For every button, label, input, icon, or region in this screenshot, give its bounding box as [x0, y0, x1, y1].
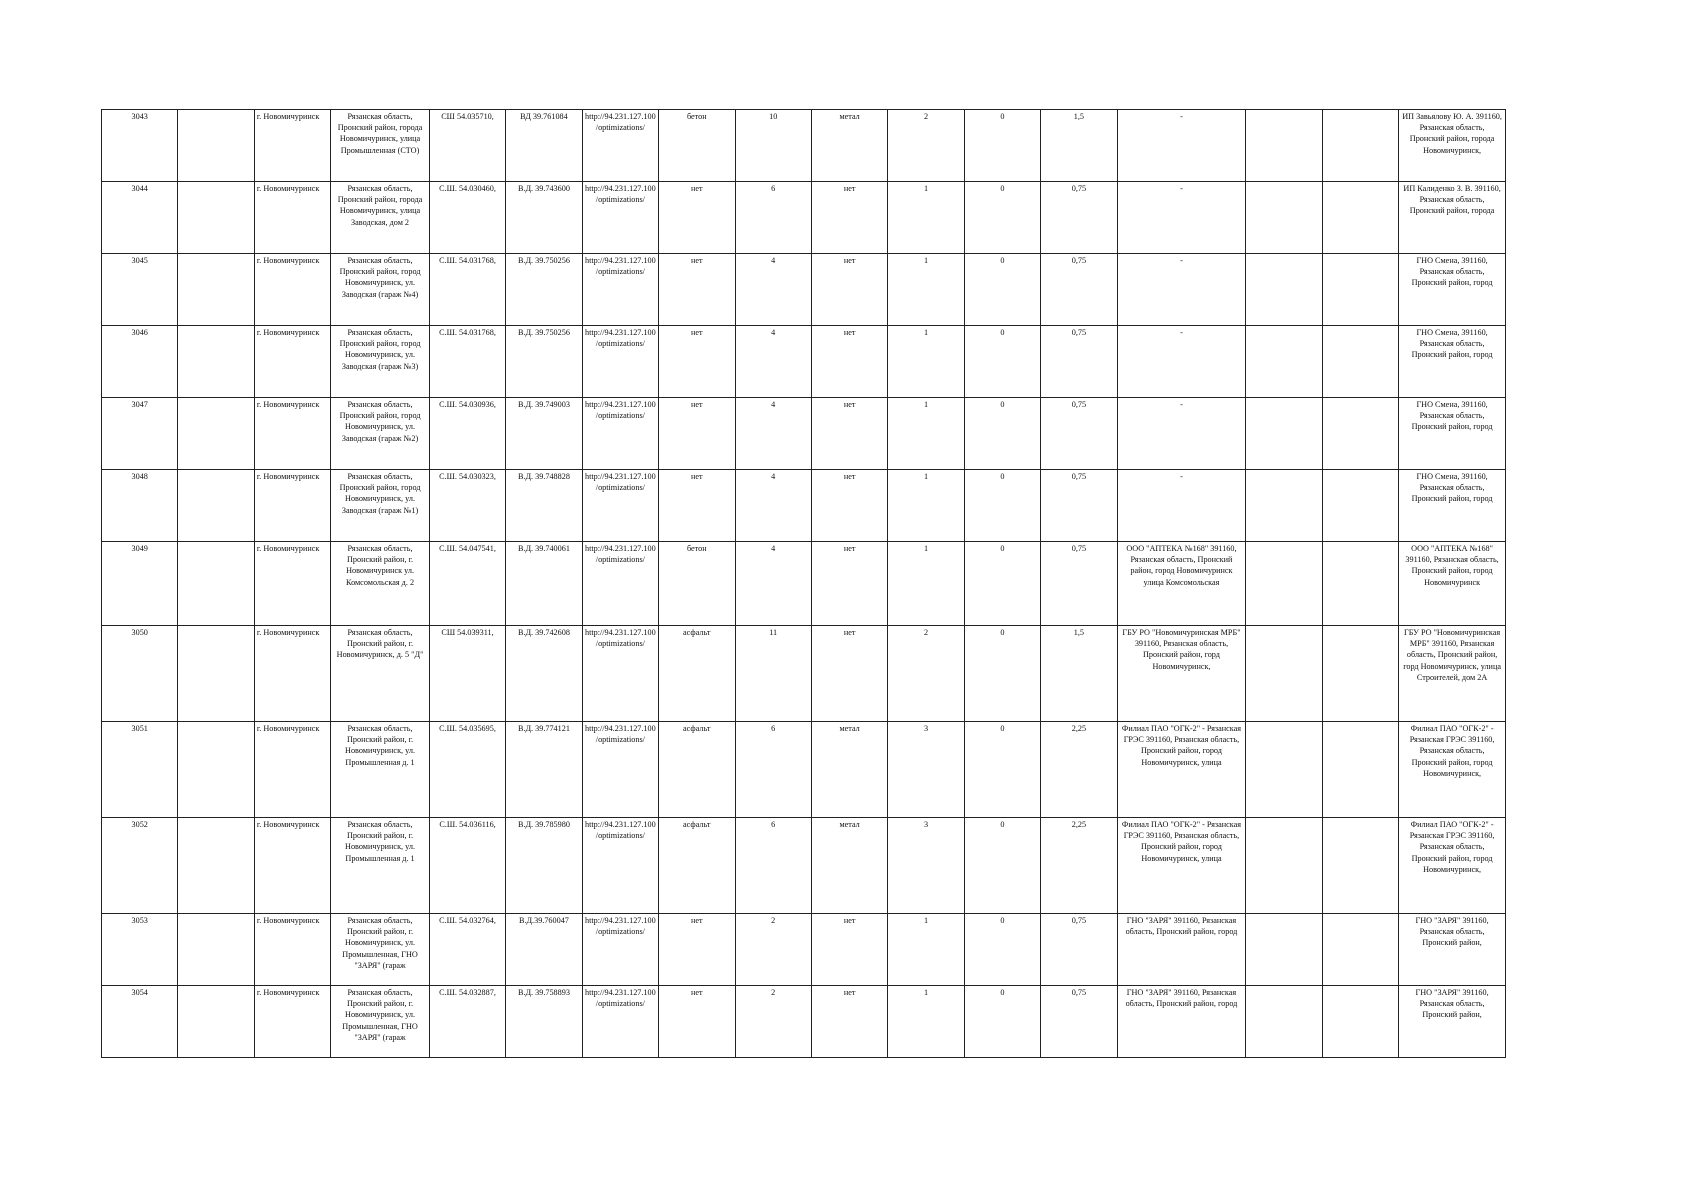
empty-cell [1322, 542, 1398, 626]
empty-cell [178, 914, 254, 986]
table-row [102, 398, 1506, 470]
owner-cell: ГНО Смена, 391160, Рязанская область, Пронский район, город [1399, 254, 1506, 326]
city-cell: г. Новомичуринск [254, 470, 330, 542]
table-row [102, 986, 1506, 1058]
empty-cell [178, 722, 254, 818]
volume-zero-cell: 0 [964, 722, 1040, 818]
empty-cell [1322, 470, 1398, 542]
surface-cell: нет [659, 326, 735, 398]
map-link[interactable]: http://94.231.127.100/optimizations/ [582, 398, 658, 470]
row-number: 3048 [102, 470, 178, 542]
row-number: 3053 [102, 914, 178, 986]
owner-cell: ГНО Смена, 391160, Рязанская область, Пронский район, город [1399, 326, 1506, 398]
empty-cell [1322, 818, 1398, 914]
city-cell: г. Новомичуринск [254, 986, 330, 1058]
latitude-cell: СШ 54.039311, [429, 626, 505, 722]
map-link[interactable]: http://94.231.127.100/optimizations/ [582, 914, 658, 986]
surface-cell: нет [659, 470, 735, 542]
surface-cell: нет [659, 254, 735, 326]
owner-cell: ГБУ РО "Новомичуринская МРБ" 391160, Рязанская область, Пронский район, горд Новомичуринск, улица Строителей, дом 2А [1399, 626, 1506, 722]
map-link[interactable]: http://94.231.127.100/optimizations/ [582, 542, 658, 626]
volume-cell: 1,5 [1041, 110, 1117, 182]
empty-cell [1246, 398, 1322, 470]
area-cell: 4 [735, 254, 811, 326]
table-row [102, 110, 1506, 182]
volume-zero-cell: 0 [964, 110, 1040, 182]
area-cell: 4 [735, 542, 811, 626]
row-number: 3049 [102, 542, 178, 626]
row-number: 3045 [102, 254, 178, 326]
latitude-cell: С.Ш. 54.036116, [429, 818, 505, 914]
owner-cell: ИП Калиденко З. В. 391160, Рязанская область, Пронский район, города [1399, 182, 1506, 254]
empty-cell [1246, 914, 1322, 986]
volume-cell: 0,75 [1041, 326, 1117, 398]
surface-cell: нет [659, 398, 735, 470]
latitude-cell: С.Ш. 54.032887, [429, 986, 505, 1058]
longitude-cell: ВД 39.761084 [506, 110, 582, 182]
volume-zero-cell: 0 [964, 542, 1040, 626]
volume-cell: 2,25 [1041, 722, 1117, 818]
address-cell: Рязанская область, Пронский район, г. Новомичуринск, ул. Промышленная, ГНО "ЗАРЯ" (гараж [331, 914, 430, 986]
source-cell: Филиал ПАО "ОГК-2" - Рязанская ГРЭС 391160, Рязанская область, Пронский район, город Новомичуринск, улица [1117, 818, 1246, 914]
city-cell: г. Новомичуринск [254, 110, 330, 182]
longitude-cell: В.Д. 39.748828 [506, 470, 582, 542]
area-cell: 11 [735, 626, 811, 722]
latitude-cell: С.Ш. 54.030460, [429, 182, 505, 254]
table-row [102, 542, 1506, 626]
empty-cell [1246, 986, 1322, 1058]
table-row [102, 326, 1506, 398]
volume-cell: 0,75 [1041, 470, 1117, 542]
container-count-cell: 1 [888, 914, 964, 986]
empty-cell [1322, 110, 1398, 182]
surface-cell: асфальт [659, 818, 735, 914]
volume-cell: 2,25 [1041, 818, 1117, 914]
volume-zero-cell: 0 [964, 818, 1040, 914]
row-number: 3052 [102, 818, 178, 914]
fence-cell: нет [811, 182, 887, 254]
row-number: 3043 [102, 110, 178, 182]
fence-cell: нет [811, 254, 887, 326]
source-cell: - [1117, 398, 1246, 470]
longitude-cell: В.Д. 39.774121 [506, 722, 582, 818]
fence-cell: нет [811, 626, 887, 722]
address-cell: Рязанская область, Пронский район, города Новомичуринск, улица Заводская, дом 2 [331, 182, 430, 254]
fence-cell: нет [811, 326, 887, 398]
row-number: 3054 [102, 986, 178, 1058]
row-number: 3051 [102, 722, 178, 818]
fence-cell: нет [811, 542, 887, 626]
container-count-cell: 1 [888, 182, 964, 254]
map-link[interactable]: http://94.231.127.100/optimizations/ [582, 326, 658, 398]
source-cell: - [1117, 326, 1246, 398]
table-row [102, 182, 1506, 254]
city-cell: г. Новомичуринск [254, 722, 330, 818]
empty-cell [1246, 470, 1322, 542]
empty-cell [178, 986, 254, 1058]
empty-cell [178, 110, 254, 182]
table-row [102, 722, 1506, 818]
map-link[interactable]: http://94.231.127.100/optimizations/ [582, 818, 658, 914]
address-cell: Рязанская область, Пронский район, город Новомичуринск, ул. Заводская (гараж №1) [331, 470, 430, 542]
longitude-cell: В.Д. 39.750256 [506, 326, 582, 398]
container-count-cell: 1 [888, 326, 964, 398]
empty-cell [178, 470, 254, 542]
area-cell: 2 [735, 914, 811, 986]
container-count-cell: 3 [888, 818, 964, 914]
fence-cell: метал [811, 722, 887, 818]
city-cell: г. Новомичуринск [254, 818, 330, 914]
volume-zero-cell: 0 [964, 398, 1040, 470]
address-cell: Рязанская область, Пронский район, города Новомичуринск, улица Промышленная (СТО) [331, 110, 430, 182]
container-count-cell: 1 [888, 986, 964, 1058]
surface-cell: бетон [659, 542, 735, 626]
surface-cell: асфальт [659, 626, 735, 722]
volume-cell: 0,75 [1041, 542, 1117, 626]
fence-cell: метал [811, 818, 887, 914]
surface-cell: нет [659, 182, 735, 254]
empty-cell [1246, 182, 1322, 254]
map-link[interactable]: http://94.231.127.100/optimizations/ [582, 182, 658, 254]
owner-cell: Филиал ПАО "ОГК-2" - Рязанская ГРЭС 391160, Рязанская область, Пронский район, город Новомичуринск, [1399, 818, 1506, 914]
owner-cell: ГНО "ЗАРЯ" 391160, Рязанская область, Пронский район, [1399, 986, 1506, 1058]
empty-cell [178, 254, 254, 326]
source-cell: ГНО "ЗАРЯ" 391160, Рязанская область, Пронский район, город [1117, 914, 1246, 986]
table-row [102, 914, 1506, 986]
address-cell: Рязанская область, Пронский район, г. Новомичуринск, ул. Промышленная д. 1 [331, 722, 430, 818]
address-cell: Рязанская область, Пронский район, г. Новомичуринск ул. Комсомольская д. 2 [331, 542, 430, 626]
empty-cell [178, 818, 254, 914]
latitude-cell: СШ 54.035710, [429, 110, 505, 182]
address-cell: Рязанская область, Пронский район, г. Новомичуринск, д. 5 "Д" [331, 626, 430, 722]
city-cell: г. Новомичуринск [254, 254, 330, 326]
table-row [102, 818, 1506, 914]
table-row [102, 626, 1506, 722]
source-cell: ООО "АПТЕКА №168" 391160, Рязанская область, Пронский район, город Новомичуринск улица Комсомольская [1117, 542, 1246, 626]
longitude-cell: В.Д. 39.749003 [506, 398, 582, 470]
fence-cell: нет [811, 398, 887, 470]
surface-cell: бетон [659, 110, 735, 182]
latitude-cell: С.Ш. 54.030323, [429, 470, 505, 542]
container-count-cell: 3 [888, 722, 964, 818]
volume-cell: 0,75 [1041, 986, 1117, 1058]
empty-cell [1246, 722, 1322, 818]
source-cell: - [1117, 110, 1246, 182]
map-link[interactable]: http://94.231.127.100/optimizations/ [582, 470, 658, 542]
empty-cell [1322, 254, 1398, 326]
area-cell: 4 [735, 398, 811, 470]
area-cell: 4 [735, 326, 811, 398]
map-link[interactable]: http://94.231.127.100/optimizations/ [582, 722, 658, 818]
empty-cell [1322, 914, 1398, 986]
volume-cell: 0,75 [1041, 914, 1117, 986]
source-cell: - [1117, 470, 1246, 542]
volume-zero-cell: 0 [964, 470, 1040, 542]
row-number: 3044 [102, 182, 178, 254]
source-cell: - [1117, 182, 1246, 254]
empty-cell [178, 542, 254, 626]
owner-cell: ГНО Смена, 391160, Рязанская область, Пронский район, город [1399, 398, 1506, 470]
city-cell: г. Новомичуринск [254, 182, 330, 254]
address-cell: Рязанская область, Пронский район, город Новомичуринск, ул. Заводская (гараж №2) [331, 398, 430, 470]
volume-cell: 0,75 [1041, 182, 1117, 254]
address-cell: Рязанская область, Пронский район, город Новомичуринск, ул. Заводская (гараж №4) [331, 254, 430, 326]
longitude-cell: В.Д. 39.750256 [506, 254, 582, 326]
container-count-cell: 1 [888, 254, 964, 326]
surface-cell: асфальт [659, 722, 735, 818]
row-number: 3047 [102, 398, 178, 470]
city-cell: г. Новомичуринск [254, 398, 330, 470]
latitude-cell: С.Ш. 54.030936, [429, 398, 505, 470]
longitude-cell: В.Д. 39.740061 [506, 542, 582, 626]
empty-cell [1246, 110, 1322, 182]
volume-zero-cell: 0 [964, 254, 1040, 326]
map-link[interactable]: http://94.231.127.100/optimizations/ [582, 626, 658, 722]
empty-cell [1246, 326, 1322, 398]
fence-cell: нет [811, 470, 887, 542]
source-cell: - [1117, 254, 1246, 326]
volume-zero-cell: 0 [964, 626, 1040, 722]
empty-cell [1322, 398, 1398, 470]
longitude-cell: В.Д.39.760047 [506, 914, 582, 986]
latitude-cell: С.Ш. 54.035695, [429, 722, 505, 818]
container-count-cell: 2 [888, 110, 964, 182]
empty-cell [1322, 986, 1398, 1058]
area-cell: 6 [735, 818, 811, 914]
latitude-cell: С.Ш. 54.032764, [429, 914, 505, 986]
volume-zero-cell: 0 [964, 326, 1040, 398]
latitude-cell: С.Ш. 54.031768, [429, 254, 505, 326]
container-count-cell: 2 [888, 626, 964, 722]
volume-cell: 0,75 [1041, 398, 1117, 470]
fence-cell: нет [811, 986, 887, 1058]
container-count-cell: 1 [888, 542, 964, 626]
fence-cell: нет [811, 914, 887, 986]
volume-zero-cell: 0 [964, 986, 1040, 1058]
longitude-cell: В.Д. 39.742608 [506, 626, 582, 722]
fence-cell: метал [811, 110, 887, 182]
empty-cell [1246, 254, 1322, 326]
address-cell: Рязанская область, Пронский район, г. Новомичуринск, ул. Промышленная д. 1 [331, 818, 430, 914]
area-cell: 4 [735, 470, 811, 542]
empty-cell [1246, 626, 1322, 722]
longitude-cell: В.Д. 39.743600 [506, 182, 582, 254]
area-cell: 2 [735, 986, 811, 1058]
empty-cell [1322, 626, 1398, 722]
empty-cell [178, 398, 254, 470]
area-cell: 10 [735, 110, 811, 182]
owner-cell: ООО "АПТЕКА №168" 391160, Рязанская область, Пронский район, город Новомичуринск [1399, 542, 1506, 626]
city-cell: г. Новомичуринск [254, 626, 330, 722]
latitude-cell: С.Ш. 54.031768, [429, 326, 505, 398]
registry-table [101, 109, 1506, 1058]
container-count-cell: 1 [888, 398, 964, 470]
container-count-cell: 1 [888, 470, 964, 542]
address-cell: Рязанская область, Пронский район, город Новомичуринск, ул. Заводская (гараж №3) [331, 326, 430, 398]
source-cell: ГБУ РО "Новомичуринская МРБ" 391160, Рязанская область, Пронский район, горд Новомичуринск, [1117, 626, 1246, 722]
city-cell: г. Новомичуринск [254, 326, 330, 398]
volume-zero-cell: 0 [964, 914, 1040, 986]
city-cell: г. Новомичуринск [254, 542, 330, 626]
table-row [102, 470, 1506, 542]
surface-cell: нет [659, 914, 735, 986]
owner-cell: ГНО "ЗАРЯ" 391160, Рязанская область, Пронский район, [1399, 914, 1506, 986]
city-cell: г. Новомичуринск [254, 914, 330, 986]
source-cell: Филиал ПАО "ОГК-2" - Рязанская ГРЭС 391160, Рязанская область, Пронский район, город Новомичуринск, улица [1117, 722, 1246, 818]
latitude-cell: С.Ш. 54.047541, [429, 542, 505, 626]
surface-cell: нет [659, 986, 735, 1058]
longitude-cell: В.Д. 39.758893 [506, 986, 582, 1058]
row-number: 3046 [102, 326, 178, 398]
empty-cell [1322, 326, 1398, 398]
volume-cell: 0,75 [1041, 254, 1117, 326]
map-link[interactable]: http://94.231.127.100/optimizations/ [582, 110, 658, 182]
owner-cell: ГНО Смена, 391160, Рязанская область, Пронский район, город [1399, 470, 1506, 542]
empty-cell [178, 626, 254, 722]
owner-cell: ИП Завьялову Ю. А. 391160, Рязанская область, Пронский район, города Новомичуринск, [1399, 110, 1506, 182]
row-number: 3050 [102, 626, 178, 722]
area-cell: 6 [735, 182, 811, 254]
source-cell: ГНО "ЗАРЯ" 391160, Рязанская область, Пронский район, город [1117, 986, 1246, 1058]
empty-cell [1246, 542, 1322, 626]
volume-zero-cell: 0 [964, 182, 1040, 254]
owner-cell: Филиал ПАО "ОГК-2" - Рязанская ГРЭС 391160, Рязанская область, Пронский район, город Новомичуринск, [1399, 722, 1506, 818]
empty-cell [178, 182, 254, 254]
empty-cell [178, 326, 254, 398]
empty-cell [1322, 182, 1398, 254]
empty-cell [1322, 722, 1398, 818]
area-cell: 6 [735, 722, 811, 818]
empty-cell [1246, 818, 1322, 914]
table-row [102, 254, 1506, 326]
map-link[interactable]: http://94.231.127.100/optimizations/ [582, 986, 658, 1058]
address-cell: Рязанская область, Пронский район, г. Новомичуринск, ул. Промышленная, ГНО "ЗАРЯ" (гараж [331, 986, 430, 1058]
map-link[interactable]: http://94.231.127.100/optimizations/ [582, 254, 658, 326]
longitude-cell: В.Д. 39.785980 [506, 818, 582, 914]
volume-cell: 1,5 [1041, 626, 1117, 722]
